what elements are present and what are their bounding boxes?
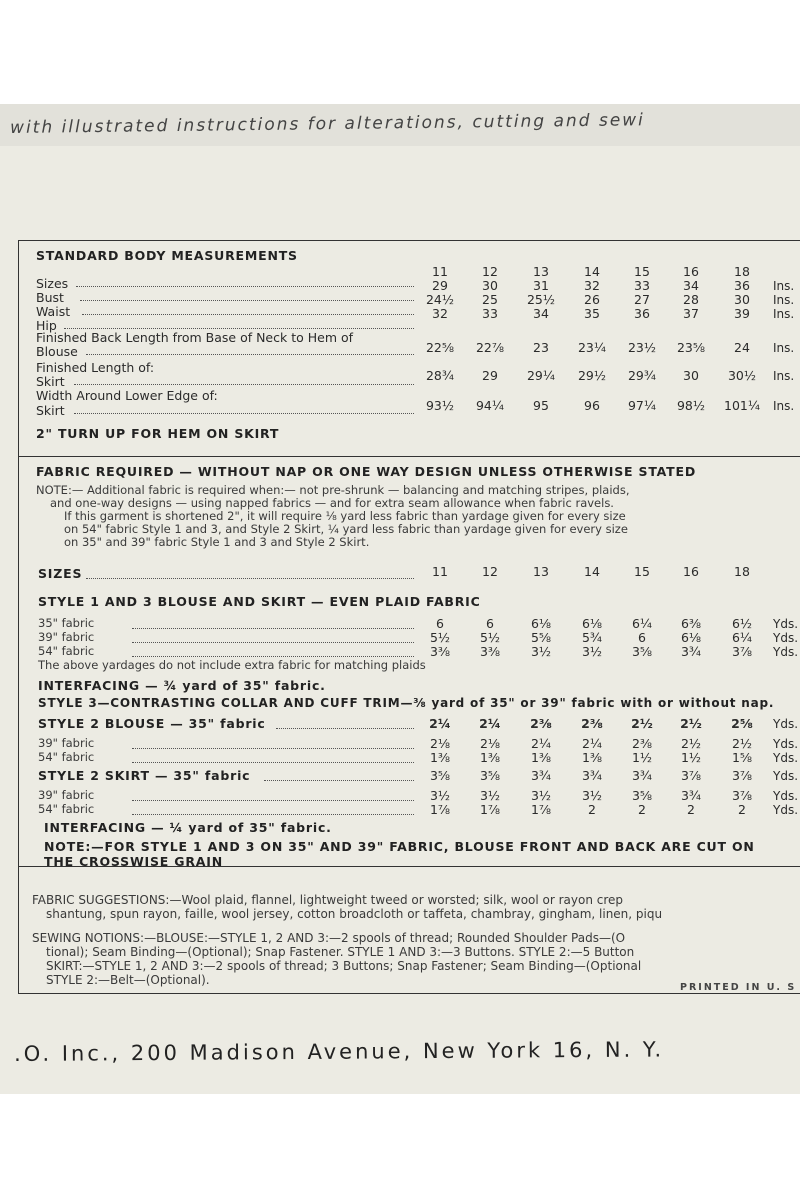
style2-skirt-row-cell: 3¾ — [631, 768, 653, 783]
style2-blouse-row-label: 54" fabric — [38, 750, 95, 764]
style2-blouse-row-cell: 2¼ — [581, 736, 603, 751]
lower-edge-cell: 96 — [584, 398, 600, 413]
style13-row-cell: 6 — [436, 616, 444, 631]
unit-ins: Ins. — [773, 307, 795, 321]
lower-edge-cell: 97¼ — [627, 398, 657, 413]
label-skirt-length: Finished Length of: — [36, 360, 155, 375]
style13-row-cell: 5½ — [429, 630, 451, 645]
fabric-size-cell: 11 — [432, 564, 448, 579]
style13-row-cell: 6⅛ — [680, 630, 702, 645]
style13-row-cell: 6 — [486, 616, 494, 631]
style2-skirt-row-cell: 2 — [738, 802, 746, 817]
fabric-size-cell: 16 — [683, 564, 699, 579]
fabric-note-line: and one-way designs — using napped fabrics — and for extra seam allowance when fabric ravels. — [50, 496, 614, 510]
style2-skirt-row-unit: Yds. — [773, 789, 799, 803]
style2-blouse-label: STYLE 2 BLOUSE — 35" fabric — [38, 716, 266, 731]
back-length-cell: 23 — [533, 340, 549, 355]
hip-cell: 32 — [432, 306, 448, 321]
hip-cell: 35 — [584, 306, 600, 321]
bust-cell: 31 — [533, 278, 549, 293]
lower-edge-unit: Ins. — [773, 399, 795, 413]
skirt-length-cell: 29 — [482, 368, 498, 383]
style2-blouse-row-cell: 2½ — [680, 736, 702, 751]
style13-row-label: 54" fabric — [38, 644, 95, 658]
pattern-envelope-back — [0, 104, 800, 1094]
section-divider — [18, 456, 800, 457]
leader-dots — [86, 578, 414, 579]
label-lower-edge: Width Around Lower Edge of: — [36, 388, 218, 403]
leader-dots — [132, 800, 414, 801]
leader-dots — [132, 762, 414, 763]
plaid-note: The above yardages do not include extra fabric for matching plaids — [38, 658, 426, 672]
leader-dots — [132, 628, 414, 629]
style2-blouse-row-cell: 2⅛ — [429, 736, 451, 751]
style13-row-cell: 6⅜ — [680, 616, 702, 631]
sewing-notions-line: STYLE 2:—Belt—(Optional). — [46, 973, 210, 987]
lower-edge-cell: 95 — [533, 398, 549, 413]
style13-row-cell: 6¼ — [631, 616, 653, 631]
label-lower-edge-2: Skirt — [36, 403, 65, 418]
back-length-cell: 23¼ — [577, 340, 607, 355]
style2-skirt-row-cell: 3⅞ — [680, 768, 702, 783]
fabric-suggestions-line: shantung, spun rayon, faille, wool jersey, cotton broadcloth or taffeta, chambray, gingham, linen, piqu — [46, 907, 663, 921]
size-cell: 18 — [734, 264, 750, 279]
style13-row-cell: 6⅛ — [530, 616, 552, 631]
style13-row-cell: 3⅝ — [631, 644, 653, 659]
size-cell: 13 — [533, 264, 549, 279]
style2-skirt-row-cell: 3½ — [530, 788, 552, 803]
sewing-notions-line: SKIRT:—STYLE 1, 2 AND 3:—2 spools of thread; 3 Buttons; Snap Fastener; Seam Binding—(Optional — [46, 959, 642, 973]
leader-dots — [74, 413, 414, 414]
fabric-size-cell: 15 — [634, 564, 650, 579]
skirt-length-cell: 28¾ — [425, 368, 455, 383]
style2-blouse-row-cell: 2¼ — [479, 716, 501, 731]
label-skirt-length-2: Skirt — [36, 374, 65, 389]
publisher-address: .O. Inc., 200 Madison Avenue, New York 16, N. Y. — [14, 1037, 665, 1066]
lower-edge-cell: 94¼ — [475, 398, 505, 413]
hip-cell: 33 — [482, 306, 498, 321]
style13-row-cell: 5½ — [479, 630, 501, 645]
style2-blouse-row-cell: 2⅛ — [479, 736, 501, 751]
style2-skirt-row-cell: 3½ — [581, 788, 603, 803]
label-back-length-2: Blouse — [36, 344, 78, 359]
style2-skirt-row-cell: 3¾ — [530, 768, 552, 783]
unit-ins: Ins. — [773, 293, 795, 307]
label-bust: Bust — [36, 290, 64, 305]
style2-blouse-row-cell: 2¼ — [429, 716, 451, 731]
standard-title: STANDARD BODY MEASUREMENTS — [36, 248, 298, 263]
style2-skirt-row-cell: 3¾ — [680, 788, 702, 803]
sewing-notions-line: SEWING NOTIONS:—BLOUSE:—STYLE 1, 2 AND 3:—2 spools of thread; Rounded Shoulder Pads—(O — [32, 931, 626, 945]
style2-skirt-row-cell: 1⅞ — [479, 802, 501, 817]
style13-row-cell: 5¾ — [581, 630, 603, 645]
lower-edge-cell: 93½ — [425, 398, 455, 413]
leader-dots — [264, 780, 414, 781]
fabric-note-line: NOTE:— Additional fabric is required when:— not pre-shrunk — balancing and matching stripes, plaids, — [36, 483, 630, 497]
style2-blouse-row-unit: Yds. — [773, 717, 799, 731]
style2-blouse-row-cell: 2⅜ — [631, 736, 653, 751]
style2-skirt-row-label: 54" fabric — [38, 802, 95, 816]
style2-skirt-row-cell: 3¾ — [581, 768, 603, 783]
size-cell: 16 — [683, 264, 699, 279]
style2-blouse-row-cell: 1⅜ — [479, 750, 501, 765]
bust-cell: 34 — [683, 278, 699, 293]
style2-blouse-row-cell: 2½ — [731, 736, 753, 751]
style2-blouse-row-cell: 1½ — [631, 750, 653, 765]
printed-in-us: PRINTED IN U. S — [680, 982, 797, 993]
interfacing-note-2: INTERFACING — ¼ yard of 35" fabric. — [44, 820, 332, 835]
style13-row-label: 39" fabric — [38, 630, 95, 644]
back-length-cell: 22⅞ — [475, 340, 505, 355]
back-length-cell: 23⅝ — [676, 340, 706, 355]
style2-skirt-row-cell: 3⅞ — [731, 768, 753, 783]
style2-blouse-row-unit: Yds. — [773, 751, 799, 765]
hem-note: 2" TURN UP FOR HEM ON SKIRT — [36, 426, 280, 441]
waist-cell: 26 — [584, 292, 600, 307]
style2-skirt-row-unit: Yds. — [773, 769, 799, 783]
style13-row-cell: 3½ — [581, 644, 603, 659]
leader-dots — [80, 300, 414, 301]
fabric-suggestions-line: FABRIC SUGGESTIONS:—Wool plaid, flannel, lightweight tweed or worsted; silk, wool or rayon crep — [32, 893, 624, 907]
style2-skirt-row-cell: 3⅝ — [479, 768, 501, 783]
label-waist: Waist — [36, 304, 71, 319]
style2-skirt-row-cell: 3⅝ — [429, 768, 451, 783]
waist-cell: 27 — [634, 292, 650, 307]
lower-edge-cell: 98½ — [676, 398, 706, 413]
fabric-note-line: on 35" and 39" fabric Style 1 and 3 and Style 2 Skirt. — [64, 535, 370, 549]
sewing-notions-line: tional); Seam Binding—(Optional); Snap Fastener. STYLE 1 AND 3:—3 Buttons. STYLE 2:—5 Button — [46, 945, 635, 959]
final-note-line-1: NOTE:—FOR STYLE 1 AND 3 ON 35" AND 39" FABRIC, BLOUSE FRONT AND BACK ARE CUT ON — [44, 839, 755, 854]
header-text: with illustrated instructions for alterations, cutting and sewi — [10, 110, 645, 138]
style13-row-unit: Yds. — [773, 631, 799, 645]
size-cell: 15 — [634, 264, 650, 279]
bust-cell: 33 — [634, 278, 650, 293]
waist-cell: 25 — [482, 292, 498, 307]
bust-cell: 36 — [734, 278, 750, 293]
bust-cell: 32 — [584, 278, 600, 293]
waist-cell: 24½ — [425, 292, 455, 307]
style2-blouse-row-label: 39" fabric — [38, 736, 95, 750]
leader-dots — [132, 642, 414, 643]
style2-blouse-row-cell: 2½ — [631, 716, 653, 731]
fabric-size-cell: 18 — [734, 564, 750, 579]
leader-dots — [132, 814, 414, 815]
leader-dots — [276, 728, 414, 729]
style2-blouse-row-cell: 2⅝ — [731, 716, 753, 731]
size-cell: 12 — [482, 264, 498, 279]
style2-blouse-row-cell: 1⅝ — [731, 750, 753, 765]
style2-skirt-row-cell: 3½ — [479, 788, 501, 803]
style2-skirt-row-cell: 2 — [588, 802, 596, 817]
fabric-size-cell: 12 — [482, 564, 498, 579]
leader-dots — [82, 314, 414, 315]
back-length-unit: Ins. — [773, 341, 795, 355]
style2-skirt-row-cell: 3½ — [429, 788, 451, 803]
skirt-length-unit: Ins. — [773, 369, 795, 383]
hip-cell: 37 — [683, 306, 699, 321]
style2-skirt-label: STYLE 2 SKIRT — 35" fabric — [38, 768, 251, 783]
fabric-size-cell: 14 — [584, 564, 600, 579]
style2-skirt-row-cell: 3⅞ — [731, 788, 753, 803]
skirt-length-cell: 29¼ — [526, 368, 556, 383]
style13-row-cell: 3½ — [530, 644, 552, 659]
hip-cell: 36 — [634, 306, 650, 321]
style13-title: STYLE 1 AND 3 BLOUSE AND SKIRT — EVEN PLAID FABRIC — [38, 594, 481, 609]
waist-cell: 25½ — [526, 292, 556, 307]
label-sizes: Sizes — [36, 276, 69, 291]
style2-blouse-row-unit: Yds. — [773, 737, 799, 751]
final-note-line-2: THE CROSSWISE GRAIN — [44, 854, 223, 869]
style2-skirt-row-cell: 3⅝ — [631, 788, 653, 803]
style13-row-label: 35" fabric — [38, 616, 95, 630]
leader-dots — [74, 384, 414, 385]
fabric-title: FABRIC REQUIRED — WITHOUT NAP OR ONE WAY DESIGN UNLESS OTHERWISE STATED — [36, 464, 697, 479]
style2-skirt-row-label: 39" fabric — [38, 788, 95, 802]
style13-row-cell: 3¾ — [680, 644, 702, 659]
leader-dots — [132, 656, 414, 657]
skirt-length-cell: 29¾ — [627, 368, 657, 383]
style13-row-cell: 6 — [638, 630, 646, 645]
fabric-sizes-label: SIZES — [38, 566, 83, 581]
waist-cell: 28 — [683, 292, 699, 307]
style2-blouse-row-cell: 2⅜ — [530, 716, 552, 731]
style13-row-cell: 5⅝ — [530, 630, 552, 645]
size-cell: 14 — [584, 264, 600, 279]
style2-blouse-row-cell: 1½ — [680, 750, 702, 765]
bust-cell: 29 — [432, 278, 448, 293]
interfacing-note: INTERFACING — ¾ yard of 35" fabric. — [38, 678, 326, 693]
style2-blouse-row-cell: 2⅜ — [581, 716, 603, 731]
leader-dots — [86, 354, 414, 355]
skirt-length-cell: 29½ — [577, 368, 607, 383]
unit-ins: Ins. — [773, 279, 795, 293]
style2-skirt-row-cell: 2 — [687, 802, 695, 817]
fabric-size-cell: 13 — [533, 564, 549, 579]
lower-edge-cell: 101¼ — [724, 398, 760, 413]
style2-blouse-row-cell: 1⅜ — [429, 750, 451, 765]
label-hip: Hip — [36, 318, 57, 333]
style13-row-unit: Yds. — [773, 645, 799, 659]
style13-row-cell: 3⅞ — [731, 644, 753, 659]
style2-blouse-row-cell: 2¼ — [530, 736, 552, 751]
style13-row-cell: 6⅛ — [581, 616, 603, 631]
style2-blouse-row-cell: 2½ — [680, 716, 702, 731]
back-length-cell: 23½ — [627, 340, 657, 355]
hip-cell: 39 — [734, 306, 750, 321]
skirt-length-cell: 30 — [683, 368, 699, 383]
style13-row-cell: 3⅜ — [429, 644, 451, 659]
leader-dots — [76, 286, 414, 287]
style13-row-cell: 6½ — [731, 616, 753, 631]
style2-skirt-row-cell: 1⅞ — [530, 802, 552, 817]
style2-blouse-row-cell: 1⅜ — [530, 750, 552, 765]
style2-blouse-row-cell: 1⅜ — [581, 750, 603, 765]
back-length-cell: 24 — [734, 340, 750, 355]
leader-dots — [64, 328, 414, 329]
style2-skirt-row-cell: 2 — [638, 802, 646, 817]
style13-row-cell: 3⅜ — [479, 644, 501, 659]
waist-cell: 30 — [734, 292, 750, 307]
leader-dots — [132, 748, 414, 749]
style2-skirt-row-cell: 1⅞ — [429, 802, 451, 817]
style3-trim: STYLE 3—CONTRASTING COLLAR AND CUFF TRIM—⅜ yard of 35" or 39" fabric with or without nap. — [38, 696, 775, 710]
fabric-note-line: If this garment is shortened 2", it will require ⅛ yard less fabric than yardage given for every size — [64, 509, 626, 523]
bust-cell: 30 — [482, 278, 498, 293]
style13-row-unit: Yds. — [773, 617, 799, 631]
style2-skirt-row-unit: Yds. — [773, 803, 799, 817]
label-back-length: Finished Back Length from Base of Neck to Hem of — [36, 330, 354, 345]
fabric-note-line: on 54" fabric Style 1 and 3, and Style 2 Skirt, ¼ yard less fabric than yardage given for every size — [64, 522, 628, 536]
skirt-length-cell: 30½ — [727, 368, 757, 383]
size-cell: 11 — [432, 264, 448, 279]
back-length-cell: 22⅝ — [425, 340, 455, 355]
hip-cell: 34 — [533, 306, 549, 321]
style13-row-cell: 6¼ — [731, 630, 753, 645]
